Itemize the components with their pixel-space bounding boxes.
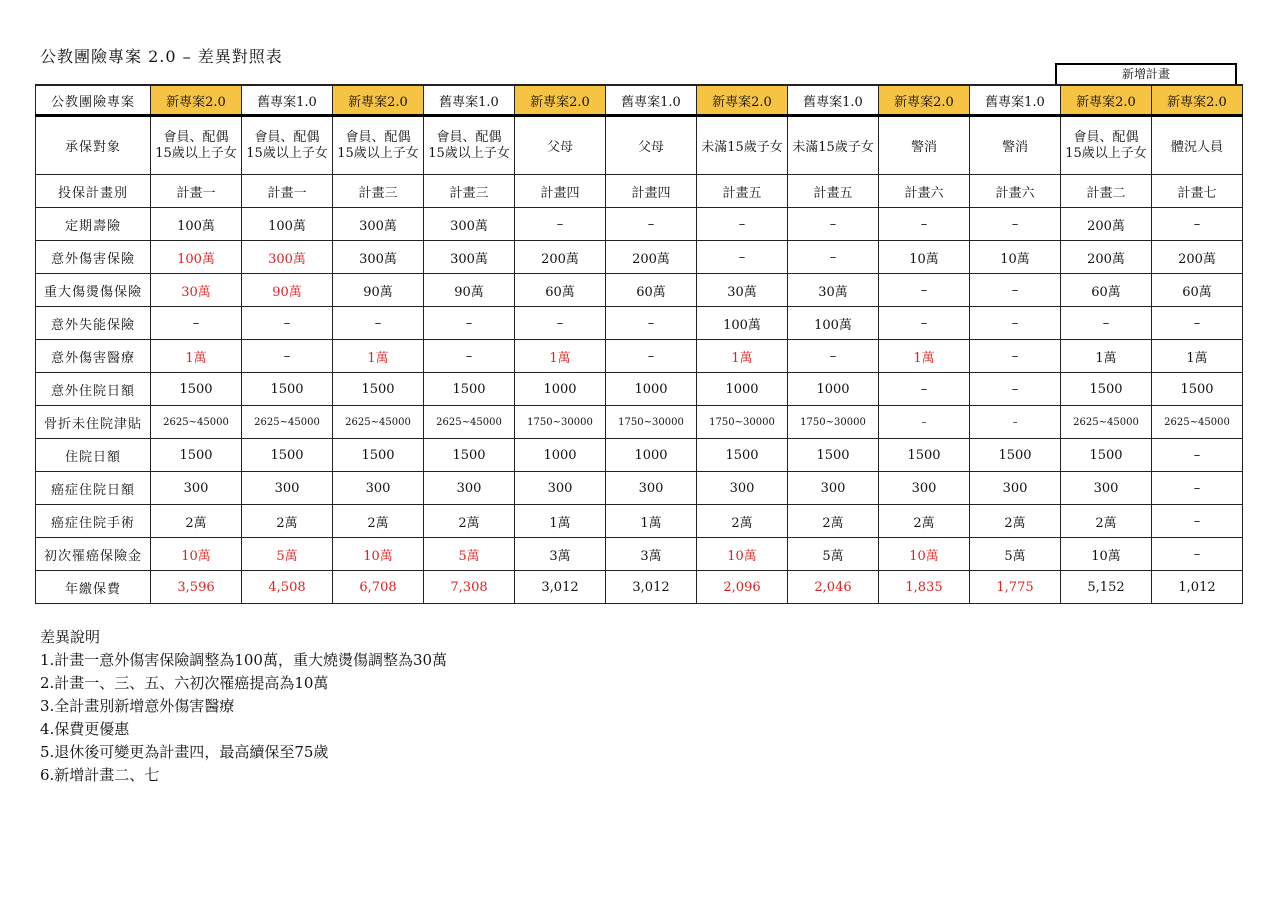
table-cell: 300 <box>697 472 788 505</box>
insured-line: 會員、配偶 <box>163 129 229 145</box>
table-cell: 5萬 <box>424 538 515 571</box>
table-cell: 2625~45000 <box>151 406 242 439</box>
table-row <box>36 340 1243 373</box>
column-header: 新專案2.0 <box>515 85 606 116</box>
insured-line: 會員、配偶 <box>1073 129 1139 145</box>
table-cell: 1500 <box>697 439 788 472</box>
row-label: 癌症住院手術 <box>36 505 151 538</box>
column-header: 舊專案1.0 <box>788 85 879 116</box>
column-header: 舊專案1.0 <box>424 85 515 116</box>
insured-cell <box>788 116 879 175</box>
table-cell: 5萬 <box>788 538 879 571</box>
insured-line: 未滿15歲子女 <box>792 140 874 155</box>
row-label: 定期壽險 <box>36 208 151 241</box>
table-cell: – <box>1152 505 1243 538</box>
table-cell: 1000 <box>788 373 879 406</box>
row-label: 意外住院日額 <box>36 373 151 406</box>
table-cell: 1500 <box>151 373 242 406</box>
insured-line: 15歲以上子女 <box>246 145 328 161</box>
table-cell: 計畫一 <box>242 175 333 208</box>
table-cell: 計畫六 <box>970 175 1061 208</box>
table-row <box>36 472 1243 505</box>
row-label: 投保計畫別 <box>36 175 151 208</box>
note-item: 6.新增計畫二、七 <box>40 766 160 784</box>
table-cell: 300萬 <box>242 241 333 274</box>
table-cell: 100萬 <box>788 307 879 340</box>
table-cell: 300 <box>788 472 879 505</box>
table-cell: 200萬 <box>1061 241 1152 274</box>
table-cell: 200萬 <box>1152 241 1243 274</box>
table-cell: 2625~45000 <box>242 406 333 439</box>
insured-line: 會員、配偶 <box>345 129 411 145</box>
table-cell: 30萬 <box>788 274 879 307</box>
insured-cell <box>424 116 515 175</box>
table-row <box>36 175 1243 208</box>
table-cell: – <box>970 307 1061 340</box>
table-cell: 1500 <box>333 439 424 472</box>
row-label: 骨折未住院津貼 <box>36 406 151 439</box>
table-cell: – <box>970 208 1061 241</box>
table-cell: 1萬 <box>1061 340 1152 373</box>
table-cell: 2625~45000 <box>1152 406 1243 439</box>
table-cell: – <box>879 406 970 439</box>
table-cell: 3,596 <box>151 571 242 604</box>
table-cell: 1750~30000 <box>515 406 606 439</box>
table-cell: 1750~30000 <box>697 406 788 439</box>
table-cell: 計畫五 <box>788 175 879 208</box>
table-cell: – <box>1152 208 1243 241</box>
row-label: 承保對象 <box>36 116 151 175</box>
note-item: 3.全計畫別新增意外傷害醫療 <box>40 697 235 715</box>
insured-line: 15歲以上子女 <box>337 145 419 161</box>
table-cell: 1000 <box>515 439 606 472</box>
insured-line: 會員、配偶 <box>436 129 502 145</box>
table-cell: 計畫七 <box>1152 175 1243 208</box>
table-cell: 2萬 <box>879 505 970 538</box>
table-cell: 100萬 <box>151 241 242 274</box>
table-cell: 1000 <box>606 439 697 472</box>
row-label: 住院日額 <box>36 439 151 472</box>
table-cell: – <box>970 373 1061 406</box>
table-cell: 1,835 <box>879 571 970 604</box>
table-cell: 2萬 <box>242 505 333 538</box>
insured-cell <box>970 116 1061 175</box>
header-row <box>36 85 1243 116</box>
table-cell: 90萬 <box>333 274 424 307</box>
table-cell: 300萬 <box>333 241 424 274</box>
table-cell: 2,046 <box>788 571 879 604</box>
table-cell: 10萬 <box>879 241 970 274</box>
row-label: 意外傷害醫療 <box>36 340 151 373</box>
table-cell: 60萬 <box>1061 274 1152 307</box>
insured-line: 未滿15歲子女 <box>701 140 783 155</box>
table-cell: 10萬 <box>697 538 788 571</box>
notes-heading: 差異說明 <box>40 628 101 646</box>
table-cell: – <box>697 208 788 241</box>
table-cell: 100萬 <box>151 208 242 241</box>
table-cell: 10萬 <box>1061 538 1152 571</box>
table-cell: 3萬 <box>606 538 697 571</box>
table-cell: 2萬 <box>333 505 424 538</box>
row-label: 癌症住院日額 <box>36 472 151 505</box>
insured-cell <box>879 116 970 175</box>
table-cell: 計畫二 <box>1061 175 1152 208</box>
insured-cell <box>515 116 606 175</box>
table-cell: 300萬 <box>333 208 424 241</box>
row-label: 意外失能保險 <box>36 307 151 340</box>
insured-line: 父母 <box>546 140 573 155</box>
table-cell: 1萬 <box>151 340 242 373</box>
table-cell: – <box>424 340 515 373</box>
row-label: 重大傷燙傷保險 <box>36 274 151 307</box>
table-cell: – <box>515 208 606 241</box>
table-cell: – <box>788 241 879 274</box>
table-cell: 1500 <box>242 439 333 472</box>
column-header: 新專案2.0 <box>1061 85 1152 116</box>
table-cell: 計畫四 <box>606 175 697 208</box>
table-cell: 計畫六 <box>879 175 970 208</box>
table-cell: 1500 <box>242 373 333 406</box>
table-cell: 1萬 <box>515 505 606 538</box>
table-cell: – <box>788 340 879 373</box>
insured-line: 15歲以上子女 <box>428 145 510 161</box>
table-row <box>36 571 1243 604</box>
column-header: 新專案2.0 <box>879 85 970 116</box>
table-cell: 300 <box>879 472 970 505</box>
insured-line: 警消 <box>1001 140 1028 155</box>
new-plans-header: 新增計畫 <box>1055 63 1237 84</box>
table-cell: 2萬 <box>970 505 1061 538</box>
table-cell: – <box>970 340 1061 373</box>
table-row <box>36 274 1243 307</box>
table-cell: – <box>879 307 970 340</box>
table-cell: 2萬 <box>151 505 242 538</box>
column-header: 舊專案1.0 <box>970 85 1061 116</box>
table-cell: – <box>879 373 970 406</box>
table-cell: – <box>151 307 242 340</box>
table-cell: 計畫四 <box>515 175 606 208</box>
table-cell: 1500 <box>151 439 242 472</box>
table-cell: 5,152 <box>1061 571 1152 604</box>
table-cell: – <box>424 307 515 340</box>
table-cell: – <box>606 208 697 241</box>
row-label: 初次罹癌保險金 <box>36 538 151 571</box>
table-cell: – <box>242 340 333 373</box>
table-cell: 300萬 <box>424 208 515 241</box>
table-cell: – <box>242 307 333 340</box>
table-cell: 1萬 <box>515 340 606 373</box>
insured-cell <box>1061 116 1152 175</box>
table-cell: 30萬 <box>697 274 788 307</box>
insured-line: 15歲以上子女 <box>1065 145 1147 161</box>
insured-cell <box>333 116 424 175</box>
note-item: 1.計畫一意外傷害保險調整為100萬，重大燒燙傷調整為30萬 <box>40 651 448 669</box>
table-cell: 300 <box>970 472 1061 505</box>
insured-cell <box>1152 116 1243 175</box>
table-cell: 1500 <box>1061 439 1152 472</box>
table-cell: 10萬 <box>151 538 242 571</box>
insured-line: 父母 <box>637 140 664 155</box>
table-cell: 計畫五 <box>697 175 788 208</box>
table-cell: 2625~45000 <box>333 406 424 439</box>
table-cell: 1500 <box>424 439 515 472</box>
table-cell: 2萬 <box>424 505 515 538</box>
table-row <box>36 406 1243 439</box>
corner-cell: 公教團險專案 <box>36 85 151 116</box>
table-cell: 300 <box>515 472 606 505</box>
column-header: 新專案2.0 <box>333 85 424 116</box>
insured-line: 體況人員 <box>1170 140 1223 155</box>
table-cell: 90萬 <box>424 274 515 307</box>
table-cell: 計畫三 <box>424 175 515 208</box>
table-row <box>36 505 1243 538</box>
table-cell: 1萬 <box>606 505 697 538</box>
table-cell: 7,308 <box>424 571 515 604</box>
column-header: 新專案2.0 <box>697 85 788 116</box>
table-cell: 1000 <box>515 373 606 406</box>
table-cell: 10萬 <box>879 538 970 571</box>
table-row <box>36 208 1243 241</box>
note-item: 4.保費更優惠 <box>40 720 130 738</box>
table-cell: – <box>970 274 1061 307</box>
table-cell: 300 <box>151 472 242 505</box>
table-cell: 1500 <box>879 439 970 472</box>
table-cell: 計畫三 <box>333 175 424 208</box>
row-label: 年繳保費 <box>36 571 151 604</box>
table-cell: 4,508 <box>242 571 333 604</box>
table-cell: 100萬 <box>242 208 333 241</box>
table-cell: 3,012 <box>515 571 606 604</box>
table-cell: – <box>606 340 697 373</box>
note-item: 2.計畫一、三、五、六初次罹癌提高為10萬 <box>40 674 329 692</box>
table-cell: – <box>879 208 970 241</box>
table-row <box>36 307 1243 340</box>
table-cell: 2625~45000 <box>1061 406 1152 439</box>
table-cell: 300 <box>424 472 515 505</box>
row-label: 意外傷害保險 <box>36 241 151 274</box>
insured-cell <box>242 116 333 175</box>
table-cell: 200萬 <box>515 241 606 274</box>
table-cell: – <box>1152 439 1243 472</box>
table-cell: 60萬 <box>1152 274 1243 307</box>
table-cell: – <box>879 274 970 307</box>
insured-cell <box>606 116 697 175</box>
table-cell: 300 <box>242 472 333 505</box>
table-cell: 1萬 <box>333 340 424 373</box>
table-cell: 90萬 <box>242 274 333 307</box>
table-cell: – <box>333 307 424 340</box>
table-cell: 60萬 <box>515 274 606 307</box>
table-cell: 2萬 <box>1061 505 1152 538</box>
table-cell: 5萬 <box>242 538 333 571</box>
table-cell: 3萬 <box>515 538 606 571</box>
table-cell: 1500 <box>1061 373 1152 406</box>
table-cell: 3,012 <box>606 571 697 604</box>
column-header: 新專案2.0 <box>1152 85 1243 116</box>
table-cell: 1萬 <box>879 340 970 373</box>
table-cell: 300萬 <box>424 241 515 274</box>
table-cell: 60萬 <box>606 274 697 307</box>
table-cell: 300 <box>333 472 424 505</box>
table-cell: 10萬 <box>333 538 424 571</box>
table-cell: 1500 <box>424 373 515 406</box>
table-cell: – <box>788 208 879 241</box>
table-cell: 2,096 <box>697 571 788 604</box>
table-cell: – <box>697 241 788 274</box>
table-cell: 1500 <box>1152 373 1243 406</box>
table-cell: – <box>1152 472 1243 505</box>
table-cell: 1,775 <box>970 571 1061 604</box>
table-row <box>36 439 1243 472</box>
table-cell: 1500 <box>333 373 424 406</box>
table-cell: – <box>970 406 1061 439</box>
table-cell: 200萬 <box>1061 208 1152 241</box>
column-header: 新專案2.0 <box>151 85 242 116</box>
table-row <box>36 373 1243 406</box>
column-header: 舊專案1.0 <box>606 85 697 116</box>
table-cell: – <box>515 307 606 340</box>
table-cell: 5萬 <box>970 538 1061 571</box>
table-cell: 10萬 <box>970 241 1061 274</box>
insured-line: 會員、配偶 <box>254 129 320 145</box>
table-cell: 2625~45000 <box>424 406 515 439</box>
table-cell: 1,012 <box>1152 571 1243 604</box>
column-header: 舊專案1.0 <box>242 85 333 116</box>
table-row <box>36 538 1243 571</box>
table-cell: 100萬 <box>697 307 788 340</box>
table-cell: 1萬 <box>1152 340 1243 373</box>
table-cell: 1000 <box>697 373 788 406</box>
table-cell: 200萬 <box>606 241 697 274</box>
table-cell: 6,708 <box>333 571 424 604</box>
table-cell: 1500 <box>970 439 1061 472</box>
notes-section <box>40 626 447 787</box>
table-cell: 300 <box>606 472 697 505</box>
comparison-table <box>35 84 1243 604</box>
page-title: 公教團險專案 2.0 – 差異對照表 <box>40 47 283 66</box>
insured-row <box>36 116 1243 175</box>
table-cell: – <box>1152 307 1243 340</box>
insured-cell <box>151 116 242 175</box>
table-cell: 1000 <box>606 373 697 406</box>
table-cell: 300 <box>1061 472 1152 505</box>
table-cell: 30萬 <box>151 274 242 307</box>
table-cell: 計畫一 <box>151 175 242 208</box>
table-cell: – <box>606 307 697 340</box>
table-cell: 1750~30000 <box>606 406 697 439</box>
note-item: 5.退休後可變更為計畫四，最高續保至75歲 <box>40 743 329 761</box>
table-cell: 1750~30000 <box>788 406 879 439</box>
table-cell: 2萬 <box>697 505 788 538</box>
table-row <box>36 241 1243 274</box>
table-cell: 1萬 <box>697 340 788 373</box>
insured-line: 15歲以上子女 <box>155 145 237 161</box>
insured-line: 警消 <box>910 140 937 155</box>
table-cell: – <box>1152 538 1243 571</box>
table-cell: 1500 <box>788 439 879 472</box>
table-cell: – <box>1061 307 1152 340</box>
insured-cell <box>697 116 788 175</box>
table-cell: 2萬 <box>788 505 879 538</box>
